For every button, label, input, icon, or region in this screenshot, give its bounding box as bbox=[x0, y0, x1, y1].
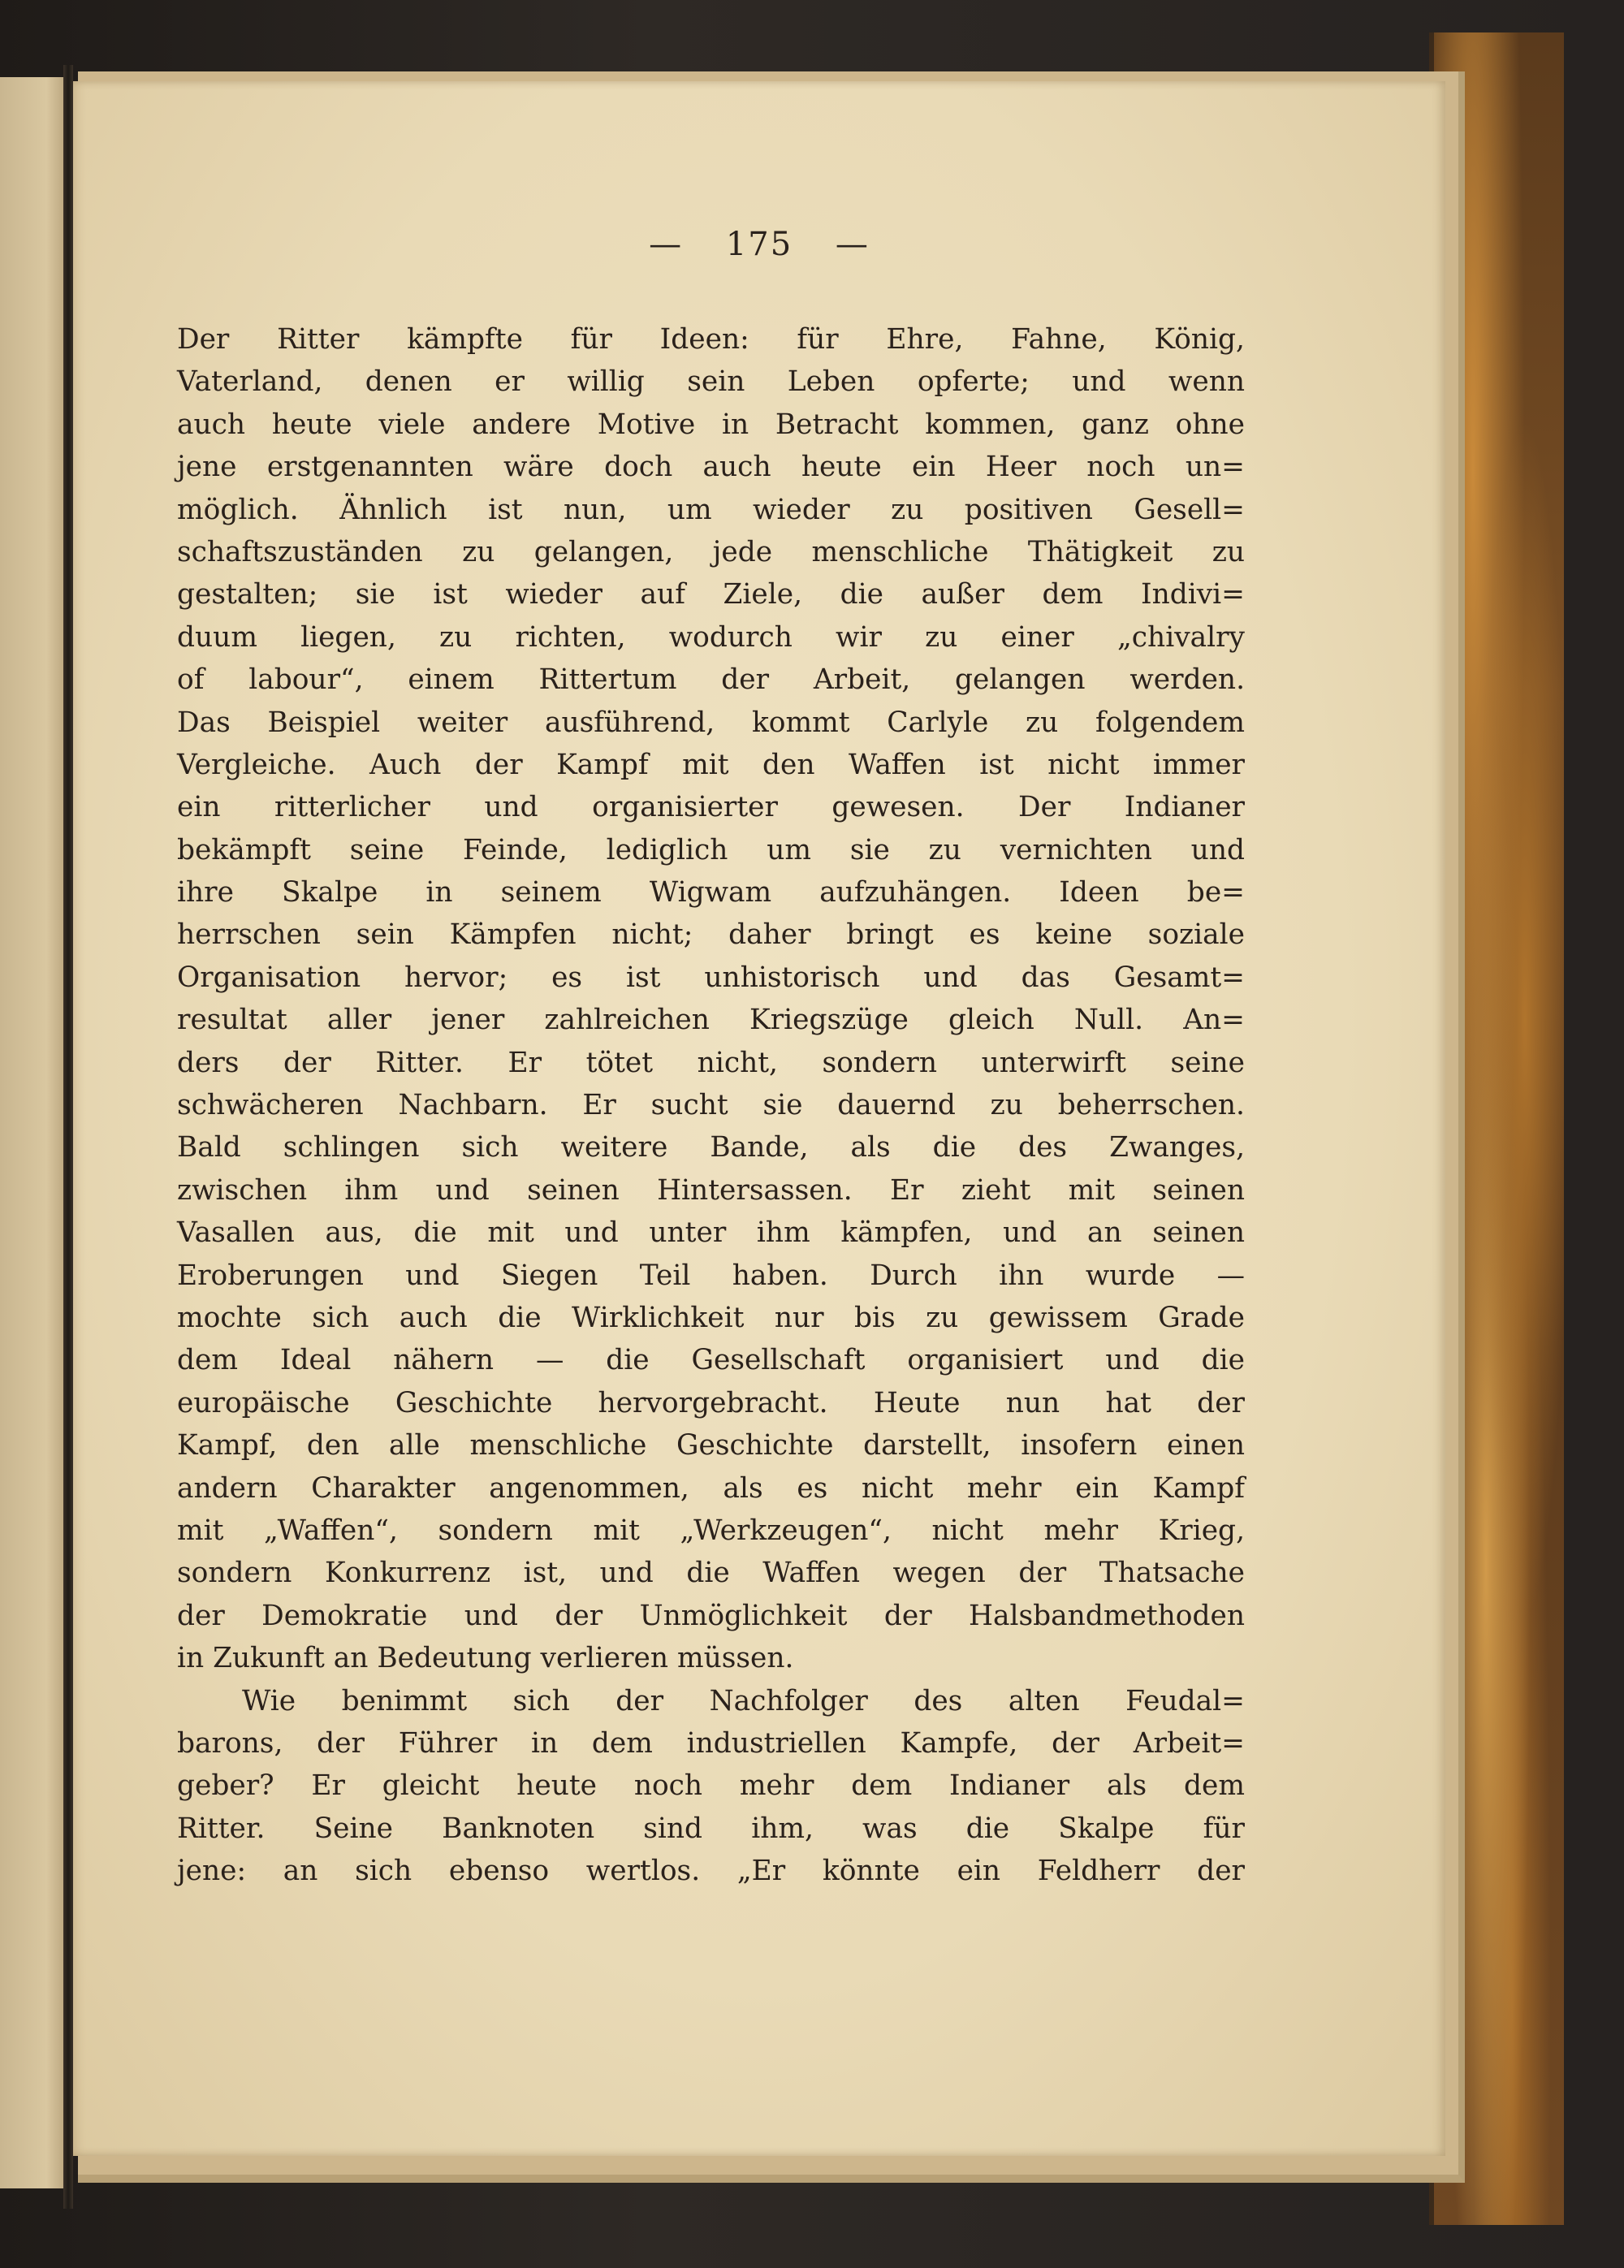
text-line: der Demokratie und der Unmöglichkeit der Halsbandmethoden bbox=[177, 1599, 1245, 1632]
text-line: Vaterland, denen er willig sein Leben opferte; und wenn bbox=[177, 365, 1245, 399]
text-line: jene erstgenannten wäre doch auch heute ein Heer noch un= bbox=[177, 451, 1245, 484]
header-dash-right: — bbox=[835, 226, 870, 263]
text-line: möglich. Ähnlich ist nun, um wieder zu positiven Gesell= bbox=[177, 493, 1245, 526]
text-line: herrschen sein Kämpfen nicht; daher bringt es keine soziale bbox=[177, 918, 1245, 952]
text-line: geber? Er gleicht heute noch mehr dem Indianer als dem bbox=[177, 1769, 1245, 1803]
text-line: ein ritterlicher und organisierter gewesen. Der Indianer bbox=[177, 791, 1245, 824]
text-line: jene: an sich ebenso wertlos. „Er könnte ein Feldherr der bbox=[177, 1855, 1245, 1888]
text-line: europäische Geschichte hervorgebracht. Heute nun hat der bbox=[177, 1386, 1245, 1419]
text-line: bekämpft seine Feinde, lediglich um sie zu vernichten und bbox=[177, 833, 1245, 866]
text-line: zwischen ihm und seinen Hintersassen. Er zieht mit seinen bbox=[177, 1173, 1245, 1207]
text-line: Organisation hervor; es ist unhistorisch und das Gesamt= bbox=[177, 961, 1245, 994]
text-line: Ritter. Seine Banknoten sind ihm, was die Skalpe für bbox=[177, 1812, 1245, 1845]
paragraph-start-line: Wie benimmt sich der Nachfolger des alten Feudal= bbox=[242, 1684, 1245, 1717]
text-line: mochte sich auch die Wirklichkeit nur bis zu gewissem Grade bbox=[177, 1301, 1245, 1334]
text-line: schwächeren Nachbarn. Er sucht sie dauernd zu beherrschen. bbox=[177, 1089, 1245, 1122]
page-number-header bbox=[73, 226, 1445, 263]
text-line: ders der Ritter. Er tötet nicht, sondern unterwirft seine bbox=[177, 1046, 1245, 1079]
text-line: of labour“, einem Rittertum der Arbeit, gelangen werden. bbox=[177, 663, 1245, 697]
text-line: Vergleiche. Auch der Kampf mit den Waffen ist nicht immer bbox=[177, 748, 1245, 781]
previous-page-edge bbox=[0, 77, 67, 2188]
book-gutter bbox=[63, 65, 73, 2209]
text-line: gestalten; sie ist wieder auf Ziele, die außer dem Indivi= bbox=[177, 578, 1245, 611]
text-line: schaftszuständen zu gelangen, jede menschliche Thätigkeit zu bbox=[177, 535, 1245, 568]
book-page bbox=[73, 81, 1445, 2156]
header-dash-left: — bbox=[649, 226, 684, 263]
text-line: Das Beispiel weiter ausführend, kommt Carlyle zu folgendem bbox=[177, 706, 1245, 739]
text-line: ihre Skalpe in seinem Wigwam aufzuhängen. Ideen be= bbox=[177, 876, 1245, 909]
text-line: auch heute viele andere Motive in Betracht kommen, ganz ohne bbox=[177, 408, 1245, 441]
text-line: Kampf, den alle menschliche Geschichte darstellt, insofern einen bbox=[177, 1429, 1245, 1462]
text-line: mit „Waffen“, sondern mit „Werkzeugen“, nicht mehr Krieg, bbox=[177, 1514, 1245, 1547]
text-line: Bald schlingen sich weitere Bande, als die des Zwanges, bbox=[177, 1131, 1245, 1164]
text-line: barons, der Führer in dem industriellen Kampfe, der Arbeit= bbox=[177, 1726, 1245, 1760]
text-line: Vasallen aus, die mit und unter ihm kämpfen, und an seinen bbox=[177, 1216, 1245, 1250]
text-line: duum liegen, zu richten, wodurch wir zu einer „chivalry bbox=[177, 620, 1245, 654]
text-line: andern Charakter angenommen, als es nicht mehr ein Kampf bbox=[177, 1471, 1245, 1505]
text-line: resultat aller jener zahlreichen Kriegszüge gleich Null. An= bbox=[177, 1004, 1245, 1037]
text-line: dem Ideal nähern — die Gesellschaft organisiert und die bbox=[177, 1344, 1245, 1377]
text-line: sondern Konkurrenz ist, und die Waffen wegen der Thatsache bbox=[177, 1557, 1245, 1590]
text-line: Eroberungen und Siegen Teil haben. Durch ihn wurde — bbox=[177, 1259, 1245, 1292]
text-line: Der Ritter kämpfte für Ideen: für Ehre, Fahne, König, bbox=[177, 323, 1245, 356]
page-number: 175 bbox=[725, 226, 793, 263]
body-text bbox=[177, 318, 1245, 1892]
paragraph-end-line: in Zukunft an Bedeutung verlieren müssen. bbox=[177, 1642, 794, 1675]
